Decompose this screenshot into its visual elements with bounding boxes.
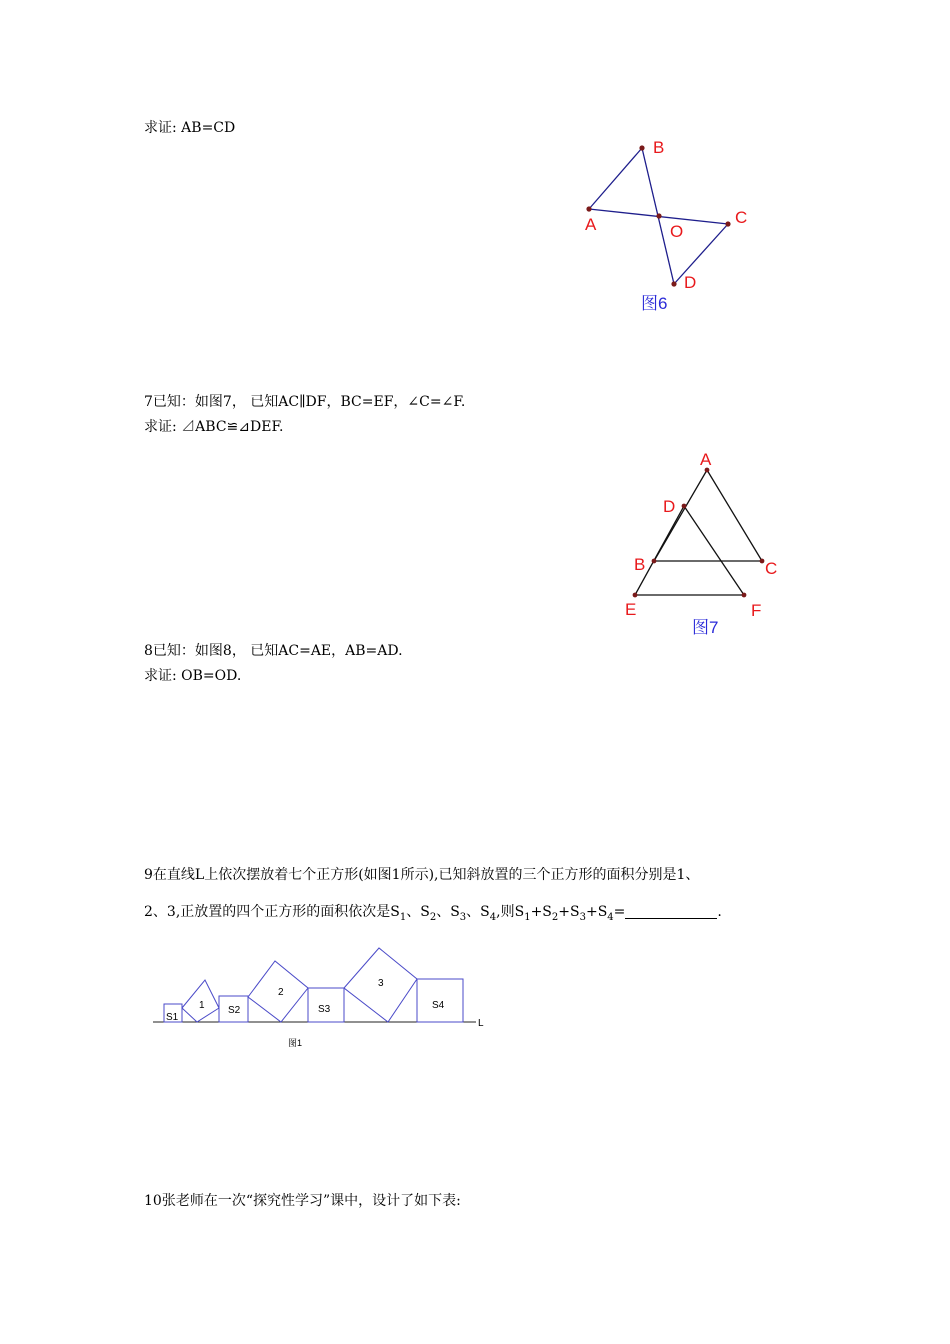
q9-line1: 9在直线L上依次摆放着七个正方形(如图1所示),已知斜放置的三个正方形的面积分别是1、: [144, 867, 700, 883]
s1: $S_1$: [390, 904, 407, 923]
q6-prove: 求证: AB=CD: [144, 120, 236, 136]
label-a: A: [585, 215, 597, 234]
q9-line2-prefix: 2、3,正放置的四个正方形的面积依次是: [144, 904, 391, 920]
sum-s1: $S_1$: [514, 904, 531, 923]
sum-s2: $S_2$: [542, 904, 559, 923]
figure-1: [148, 942, 498, 1057]
s4: $S_4$: [480, 904, 497, 923]
label-b: B: [634, 555, 646, 574]
figure-6: [575, 130, 755, 320]
point-b: [639, 145, 644, 150]
figure-1-caption: 图1: [288, 1038, 303, 1048]
sum-s4: $S_4$: [597, 904, 614, 923]
label-2: 2: [278, 987, 284, 998]
answer-blank[interactable]: [625, 904, 717, 919]
label-a: A: [700, 450, 712, 469]
figure-7: [615, 445, 795, 640]
label-f: F: [751, 601, 762, 620]
segment-de: [635, 506, 684, 595]
point-f: [742, 593, 747, 598]
point-e: [633, 593, 638, 598]
q7-given: 7已知：如图7， 已知AC∥DF，BC=EF，∠C=∠F.: [144, 394, 466, 410]
q9-line2: 2、3,正放置的四个正方形的面积依次是$S_1$、$S_2$、$S_3$、$S_4$,则$S_1+S_2+S_3+S_4=$ .: [144, 904, 722, 923]
point-c: [725, 221, 730, 226]
label-e: E: [625, 600, 637, 619]
label-d: D: [684, 273, 697, 292]
label-s1: S1: [166, 1012, 179, 1023]
q7-prove: 求证: ⊿ABC≌⊿DEF.: [144, 419, 284, 435]
segment-ab: [589, 148, 642, 209]
point-d: [682, 504, 687, 509]
segment-df: [684, 506, 744, 595]
s2: $S_2$: [420, 904, 437, 923]
label-c: C: [765, 559, 778, 578]
label-o: O: [670, 222, 684, 241]
point-a: [586, 206, 591, 211]
segment-ac: [707, 470, 762, 561]
q10-text: 10张老师在一次“探究性学习”课中，设计了如下表:: [144, 1193, 461, 1209]
label-s2: S2: [228, 1005, 241, 1016]
label-3: 3: [378, 978, 384, 989]
point-b: [652, 559, 657, 564]
label-d: D: [663, 497, 676, 516]
label-s3: S3: [318, 1004, 331, 1015]
label-s4: S4: [432, 1000, 445, 1011]
sum-s3: $S_3$: [570, 904, 586, 923]
figure-6-caption: 图6: [641, 294, 668, 313]
q8-given: 8已知：如图8， 已知AC=AE，AB=AD.: [144, 643, 403, 659]
figure-7-caption: 图7: [692, 618, 719, 637]
label-l: L: [478, 1018, 484, 1029]
q8-prove: 求证: OB=OD.: [144, 668, 242, 684]
label-c: C: [735, 208, 748, 227]
point-d: [671, 281, 676, 286]
label-b: B: [653, 138, 665, 157]
point-c: [760, 559, 765, 564]
s3: $S_3$: [450, 904, 467, 923]
point-o: [656, 213, 661, 218]
label-1: 1: [199, 1000, 205, 1011]
